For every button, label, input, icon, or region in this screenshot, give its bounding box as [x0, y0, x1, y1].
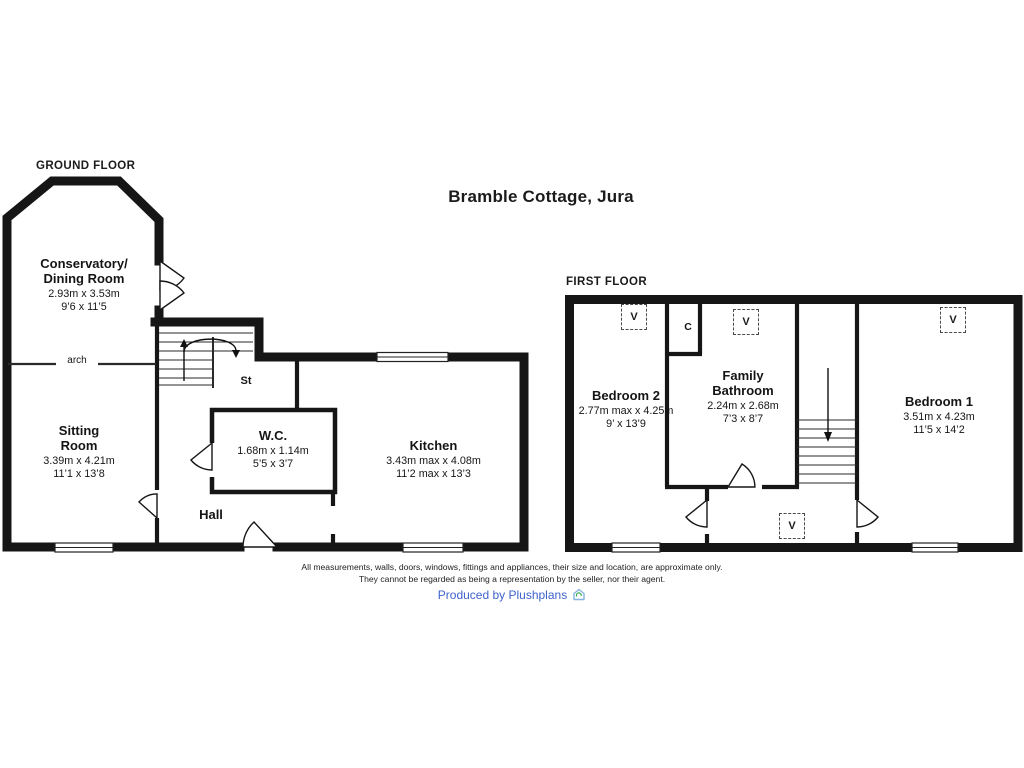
disclaimer-line-1: All measurements, walls, doors, windows, fittings and appliances, their size and location, are approximate only.	[301, 562, 723, 572]
ground-floor-doors	[139, 261, 277, 547]
velux-marker-bedroom1: V	[940, 307, 966, 333]
bedroom2-label	[564, 388, 688, 430]
bedroom2-dims-imperial: 9’ x 13’9	[606, 417, 646, 430]
french-door-leaf-bottom	[160, 281, 184, 310]
hall-label: Hall	[199, 507, 223, 522]
velux-marker-bathroom: V	[733, 309, 759, 335]
family-bathroom-dims-imperial: 7’3 x 8’7	[722, 412, 764, 425]
family-bathroom-name: Family	[722, 368, 764, 383]
velux-marker-landing: V	[779, 513, 805, 539]
bedroom1-dims-imperial: 11’5 x 14’2	[913, 423, 965, 436]
page-title: Bramble Cottage, Jura	[448, 187, 634, 206]
bedroom1-name: Bedroom 1	[905, 394, 973, 409]
family-bathroom-label: Family Bathroom 2.24m x 2.68m 7’3 x 8’7	[684, 368, 802, 425]
wc-label	[212, 428, 334, 470]
plushplans-logo-icon	[572, 588, 586, 601]
kitchen-top-window	[377, 353, 448, 362]
sitting-room-door	[139, 494, 157, 518]
kitchen-bottom-window	[403, 543, 463, 552]
first-floor-heading: FIRST FLOOR	[566, 276, 648, 288]
bedroom1-window	[912, 543, 958, 552]
sitting-room-name: Sitting	[58, 423, 100, 438]
bedroom2-name: Bedroom 2	[592, 388, 660, 403]
conservatory-label: Conservatory/ Dining Room 2.93m x 3.53m 9’6 x 11’5	[18, 256, 150, 313]
ground-floor-heading: GROUND FLOOR	[36, 160, 136, 172]
bedroom2-window	[612, 543, 660, 552]
conservatory-dims-metric: 2.93m x 3.53m	[48, 288, 120, 300]
kitchen-dims-imperial: 11’2 max x 13’3	[396, 467, 471, 480]
bedroom2-dims-metric: 2.77m max x 4.25m	[578, 405, 674, 417]
storage-label: St	[240, 375, 252, 387]
kitchen-name: Kitchen	[409, 438, 458, 453]
credit-line	[0, 588, 1024, 602]
disclaimer-line-2: They cannot be regarded as being a representation by the seller, nor their agent.	[358, 574, 666, 584]
bedroom1-label	[877, 394, 1001, 436]
velux-marker-bedroom2: V	[621, 304, 647, 330]
family-bathroom-dims-metric: 2.24m x 2.68m	[707, 400, 779, 412]
first-stair-arrow	[824, 368, 832, 442]
bedroom2-door	[686, 500, 707, 527]
bedroom1-door	[857, 500, 878, 527]
first-staircase	[797, 420, 857, 483]
conservatory-dims-imperial: 9’6 x 11’5	[61, 300, 107, 313]
wc-dims-imperial: 5’5 x 3’7	[252, 457, 294, 470]
credit-link[interactable]: Produced by Plushplans	[437, 588, 568, 602]
wc-dims-metric: 1.68m x 1.14m	[237, 445, 309, 457]
wc-name: W.C.	[258, 428, 288, 443]
arch-label: arch	[67, 355, 87, 366]
bedroom1-dims-metric: 3.51m x 4.23m	[903, 411, 975, 423]
bathroom-door	[728, 464, 755, 487]
front-door	[243, 522, 277, 547]
wc-door	[191, 443, 212, 470]
sitting-room-label: Sitting Room 3.39m x 4.21m 11’1 x 13’8	[19, 423, 139, 480]
kitchen-dims-metric: 3.43m max x 4.08m	[386, 455, 481, 467]
sitting-room-dims-metric: 3.39m x 4.21m	[43, 455, 115, 467]
sitting-room-window	[55, 543, 113, 552]
sitting-room-dims-imperial: 11’1 x 13’8	[53, 467, 105, 480]
conservatory-name: Conservatory/	[40, 256, 128, 271]
kitchen-label	[355, 438, 512, 480]
cupboard-label: C	[684, 321, 692, 333]
